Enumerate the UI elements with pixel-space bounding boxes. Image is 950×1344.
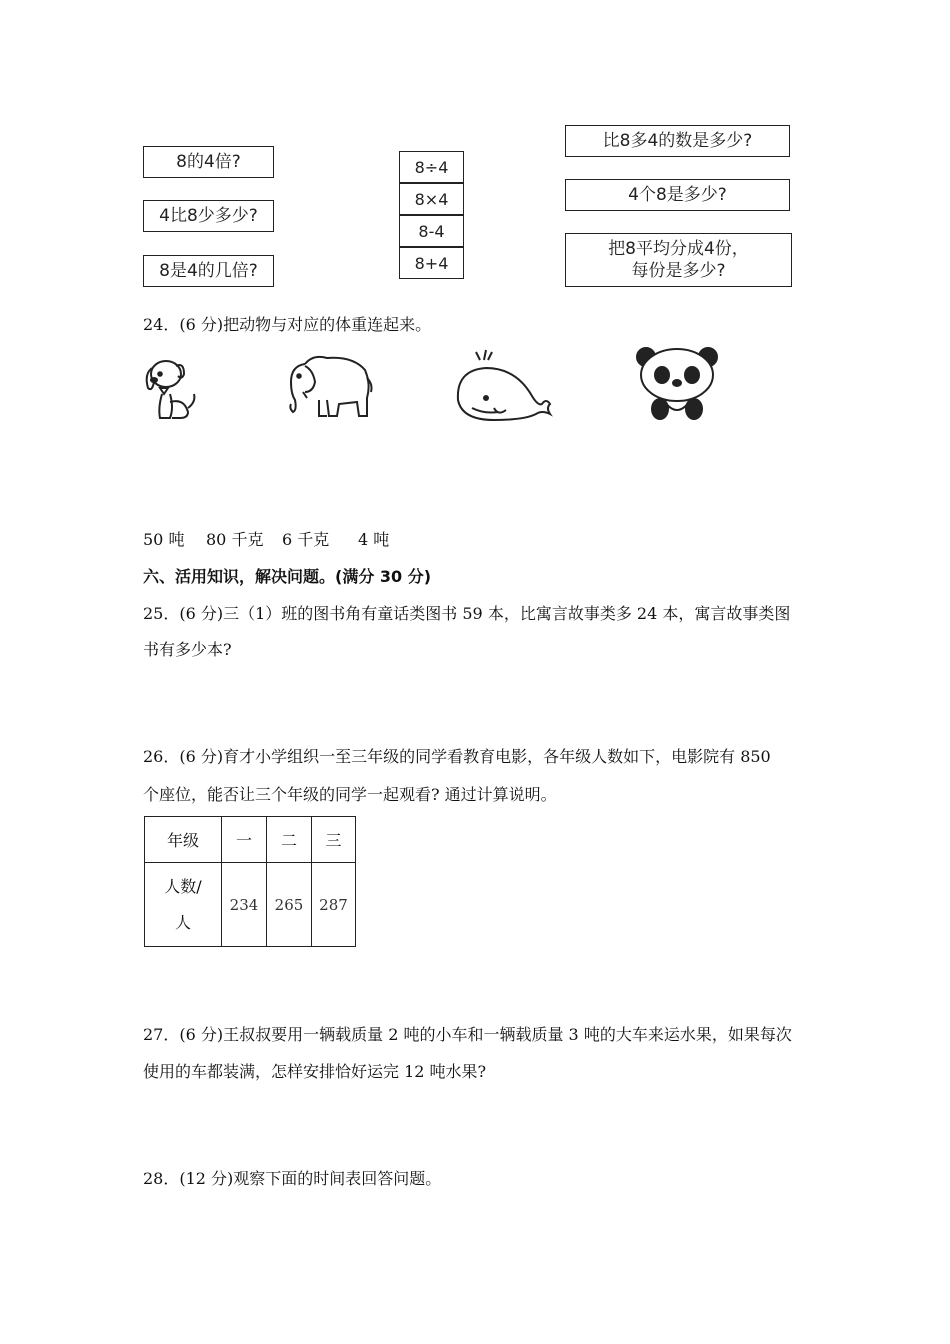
left-box-1-text: 8的4倍? [176, 152, 241, 172]
q26-line-2: 个座位，能否让三个年级的同学一起观看? 通过计算说明。 [143, 785, 557, 804]
count-row-label [145, 863, 222, 947]
right-box-2 [565, 179, 790, 211]
q25-line-1: 25．(6 分)三（1）班的图书角有童话类图书 59 本，比寓言故事类多 24 本，寓言故事类图 [143, 604, 791, 623]
middle-box-4 [399, 247, 464, 279]
middle-box-3-text: 8-4 [418, 221, 445, 241]
left-box-1 [143, 146, 274, 178]
grade-table-count-row [145, 863, 356, 947]
left-box-3 [143, 255, 274, 287]
count-grade-1: 234 [222, 863, 267, 947]
weight-3: 6 千克 [282, 530, 330, 549]
right-box-3 [565, 233, 792, 287]
section-6-title: 六、活用知识，解决问题。(满分 30 分) [143, 567, 432, 586]
middle-box-3 [399, 215, 464, 247]
q24-text: 24．(6 分)把动物与对应的体重连起来。 [143, 315, 432, 334]
dog-icon [140, 352, 202, 424]
q27-line-2: 使用的车都装满，怎样安排恰好运完 12 吨水果? [143, 1062, 487, 1081]
grade-table [144, 816, 356, 947]
left-box-2 [143, 200, 274, 232]
grade-header-label: 年级 [145, 817, 222, 863]
middle-box-1-text: 8÷4 [414, 157, 449, 177]
q27-line-1: 27．(6 分)王叔叔要用一辆载质量 2 吨的小车和一辆载质量 3 吨的大车来运水果，如果每次 [143, 1025, 792, 1044]
right-box-2-text: 4个8是多少? [628, 185, 727, 205]
left-box-3-text: 8是4的几倍? [159, 261, 258, 281]
right-box-1 [565, 125, 790, 157]
grade-header-3: 三 [312, 817, 356, 863]
weight-4: 4 吨 [358, 530, 390, 549]
count-row-label-2: 人 [174, 912, 191, 932]
panda-icon [632, 345, 724, 425]
weight-1: 50 吨 [143, 530, 185, 549]
count-row-label-1: 人数/ [164, 876, 202, 896]
left-box-2-text: 4比8少多少? [159, 206, 258, 226]
middle-box-1 [399, 151, 464, 183]
weight-2: 80 千克 [206, 530, 264, 549]
right-box-3-line-1: 把8平均分成4份， [608, 239, 749, 259]
count-grade-3: 287 [312, 863, 356, 947]
grade-table-header-row [145, 817, 356, 863]
grade-header-2: 二 [267, 817, 312, 863]
middle-box-2 [399, 183, 464, 215]
q26-line-1: 26．(6 分)育才小学组织一至三年级的同学看教育电影，各年级人数如下，电影院有 850 [143, 747, 771, 766]
whale-icon [454, 348, 554, 422]
q25-line-2: 书有多少本? [143, 640, 232, 659]
right-box-1-text: 比8多4的数是多少? [602, 131, 753, 151]
right-box-3-line-2: 每份是多少? [631, 261, 726, 281]
elephant-icon [283, 350, 373, 422]
count-grade-2: 265 [267, 863, 312, 947]
middle-box-2-text: 8×4 [414, 189, 449, 209]
grade-header-1: 一 [222, 817, 267, 863]
middle-box-4-text: 8+4 [414, 253, 449, 273]
q28-text: 28．(12 分)观察下面的时间表回答问题。 [143, 1169, 442, 1188]
